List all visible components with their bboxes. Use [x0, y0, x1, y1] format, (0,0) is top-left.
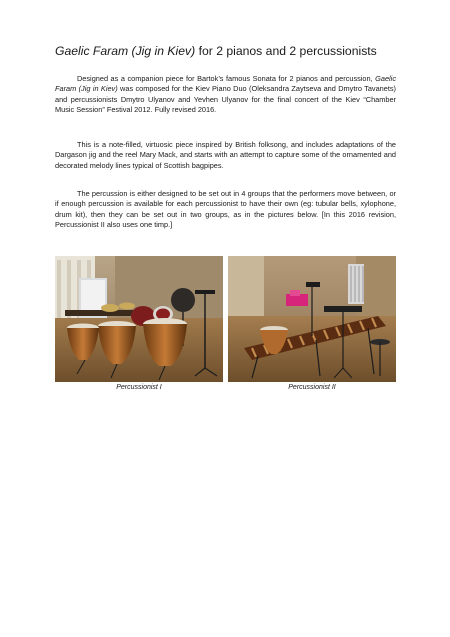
percussion-setup-2-image: [228, 256, 396, 382]
paragraph-1: [55, 74, 396, 116]
paragraph-3: [55, 189, 396, 231]
document-title: [55, 44, 415, 59]
caption-percussionist-2: Percussionist II: [288, 384, 336, 391]
photo-percussionist-2: [228, 256, 396, 382]
paragraph-1-text-c: was composed for the Kiev Piano Duo (Oleksandra Zaytseva and Dmytro Tavanets) and percussionists Dmytro Ulyanov and Yevhen Ulyanov for the final concert of the Kiev “Chamber Music Session” Festival 2012. Fully revised 2016.: [55, 84, 396, 115]
paragraph-2: [55, 140, 396, 171]
title-italic: Gaelic Faram (Jig in Kiev): [55, 44, 196, 58]
paragraph-2-text: This is a note-filled, virtuosic piece inspired by British folksong, and includes adaptations of the Dargason jig and the reel Mary Mack, and starts with an attempt to capture some of the ornamented and decorated melody lines typical of Scottish bagpipes.: [55, 140, 396, 170]
paragraph-3-text: The percussion is either designed to be set out in 4 groups that the performers move between, or if enough percussion is available for each percussionist to have their own (eg: tubular bells, xylophone, drum kit), then they can be set out in two groups, as in the pictures below. [In this 2016 revision, Percussionist II also uses one timp.]: [55, 189, 396, 230]
paragraph-1-text-a: Designed as a companion piece for Bartok’s famous Sonata for 2 pianos and percussion,: [77, 74, 376, 83]
title-rest: for 2 pianos and 2 percussionists: [195, 44, 377, 58]
photo-percussionist-1: [55, 256, 223, 382]
caption-percussionist-1: Percussionist I: [116, 384, 162, 391]
paragraph-1-text-b: Gaelic Faram (Jig in Kiev): [55, 74, 396, 94]
percussion-setup-1-image: [55, 256, 223, 382]
